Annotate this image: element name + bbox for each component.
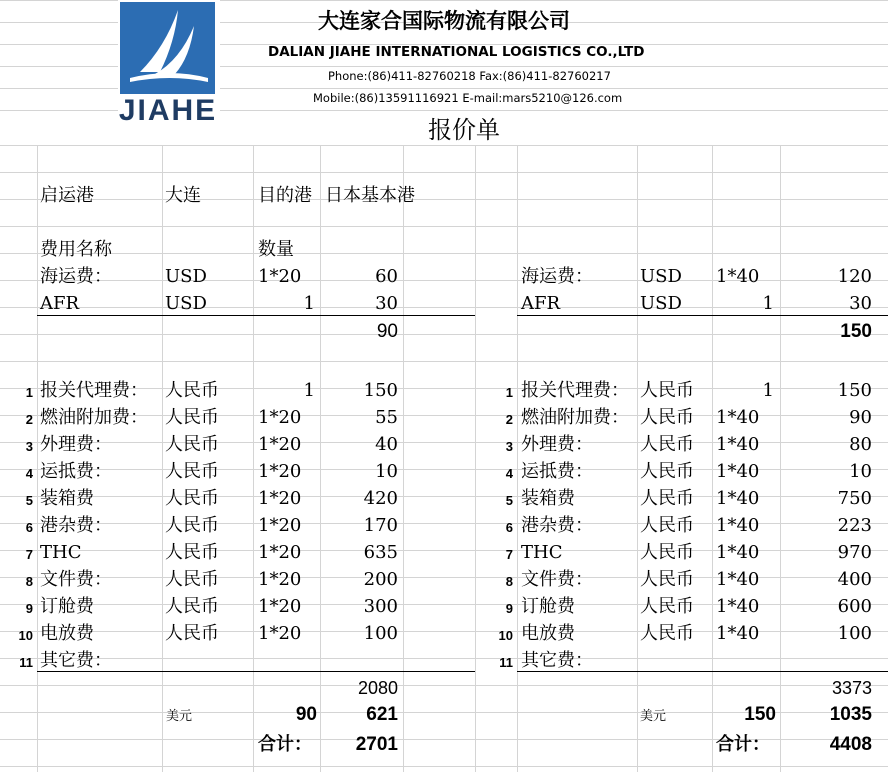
fee-name-header: 费用名称 bbox=[40, 239, 112, 260]
sail-icon bbox=[120, 2, 215, 94]
right-row-number: 3 bbox=[505, 439, 513, 454]
left-row-number: 5 bbox=[25, 493, 33, 508]
left-fee-qty: 1*20 bbox=[258, 515, 302, 536]
left-fee-amount: 300 bbox=[363, 596, 398, 617]
right-fee-name: 外理费： bbox=[521, 434, 593, 455]
right-ocean-total: 150 bbox=[840, 321, 872, 342]
right-fee-name: 订舱费 bbox=[521, 596, 575, 617]
left-fee-currency: 人民币 bbox=[165, 488, 219, 509]
origin-value: 大连 bbox=[165, 185, 201, 206]
left-fee-name: THC bbox=[40, 542, 82, 563]
right-local-total: 3373 bbox=[831, 678, 872, 698]
left-ocean-total: 90 bbox=[376, 321, 398, 342]
right-fee-currency: 人民币 bbox=[640, 434, 694, 455]
document-title: 报价单 bbox=[428, 116, 500, 144]
left-converted-amount: 621 bbox=[366, 704, 398, 725]
left-fee-currency: 人民币 bbox=[165, 407, 219, 428]
company-name-en: DALIAN JIAHE INTERNATIONAL LOGISTICS CO.,LTD bbox=[268, 44, 645, 60]
left-fee-amount: 55 bbox=[375, 407, 398, 428]
left-row-number: 11 bbox=[19, 655, 33, 670]
right-fee-name: 燃油附加费： bbox=[521, 407, 629, 428]
right-afr-amount: 30 bbox=[849, 293, 872, 314]
left-row-number: 9 bbox=[25, 601, 33, 616]
right-fee-amount: 150 bbox=[837, 380, 872, 401]
left-local-total: 2080 bbox=[357, 678, 398, 698]
right-fee-name: 港杂费： bbox=[521, 515, 593, 536]
right-fee-currency: 人民币 bbox=[640, 596, 694, 617]
left-fee-currency: 人民币 bbox=[165, 542, 219, 563]
right-fee-amount: 400 bbox=[837, 569, 872, 590]
left-fee-amount: 635 bbox=[363, 542, 398, 563]
right-fee-currency: 人民币 bbox=[640, 461, 694, 482]
left-afr-name: AFR bbox=[40, 293, 80, 314]
left-total-label: 合计： bbox=[258, 734, 312, 755]
company-logo bbox=[120, 2, 215, 94]
right-fee-qty: 1*40 bbox=[716, 623, 760, 644]
right-row-number: 4 bbox=[505, 466, 513, 481]
left-row-number: 1 bbox=[25, 385, 33, 400]
left-fee-name: 报关代理费： bbox=[40, 380, 148, 401]
right-row-number: 9 bbox=[505, 601, 513, 616]
right-ocean-currency: USD bbox=[640, 266, 682, 287]
left-fee-amount: 10 bbox=[375, 461, 398, 482]
left-grand-total: 2701 bbox=[355, 734, 398, 755]
left-fee-name: 其它费： bbox=[40, 650, 112, 671]
right-fee-amount: 80 bbox=[849, 434, 872, 455]
left-fee-name: 文件费： bbox=[40, 569, 112, 590]
right-total-label: 合计： bbox=[716, 734, 770, 755]
left-fee-qty: 1*20 bbox=[258, 461, 302, 482]
right-fee-amount: 90 bbox=[849, 407, 872, 428]
right-local-underline bbox=[517, 671, 888, 672]
right-fee-currency: 人民币 bbox=[640, 488, 694, 509]
right-fee-qty: 1*40 bbox=[716, 407, 760, 428]
right-ocean-qty: 1*40 bbox=[716, 266, 760, 287]
left-fee-qty: 1*20 bbox=[258, 407, 302, 428]
right-afr-currency: USD bbox=[640, 293, 682, 314]
right-ocean-underline bbox=[517, 315, 888, 316]
phone-fax: Phone:(86)411-82760218 Fax:(86)411-82760217 bbox=[328, 69, 611, 83]
right-fee-name: 装箱费 bbox=[521, 488, 575, 509]
right-row-number: 2 bbox=[505, 412, 513, 427]
right-fee-amount: 750 bbox=[837, 488, 872, 509]
right-fee-amount: 970 bbox=[837, 542, 872, 563]
left-fee-currency: 人民币 bbox=[165, 461, 219, 482]
right-fee-amount: 100 bbox=[837, 623, 872, 644]
right-row-number: 10 bbox=[498, 628, 513, 643]
left-fee-name: 装箱费 bbox=[40, 488, 94, 509]
left-fee-qty: 1*20 bbox=[258, 623, 302, 644]
left-fee-name: 订舱费 bbox=[40, 596, 94, 617]
logo-text: JIAHE bbox=[118, 94, 218, 127]
left-usd-label: 美元 bbox=[166, 709, 193, 724]
company-name-cn: 大连家合国际物流有限公司 bbox=[318, 9, 570, 33]
right-fee-currency: 人民币 bbox=[640, 515, 694, 536]
right-row-number: 11 bbox=[499, 655, 513, 670]
left-fee-qty: 1*20 bbox=[258, 488, 302, 509]
left-ocean-underline bbox=[37, 315, 475, 316]
left-ocean-currency: USD bbox=[165, 266, 207, 287]
left-fee-qty: 1*20 bbox=[258, 596, 302, 617]
right-fee-amount: 10 bbox=[849, 461, 872, 482]
left-fee-qty: 1*20 bbox=[258, 434, 302, 455]
right-row-number: 5 bbox=[505, 493, 513, 508]
right-fee-name: 电放费 bbox=[521, 623, 575, 644]
right-ocean-name: 海运费： bbox=[521, 266, 593, 287]
right-fee-currency: 人民币 bbox=[640, 542, 694, 563]
left-fee-name: 港杂费： bbox=[40, 515, 112, 536]
left-ocean-name: 海运费： bbox=[40, 266, 112, 287]
left-afr-amount: 30 bbox=[375, 293, 398, 314]
left-row-number: 6 bbox=[25, 520, 33, 535]
origin-label: 启运港 bbox=[40, 185, 94, 206]
left-fee-amount: 40 bbox=[375, 434, 398, 455]
right-usd-amount: 150 bbox=[744, 704, 776, 725]
right-fee-amount: 600 bbox=[837, 596, 872, 617]
right-fee-name: 文件费： bbox=[521, 569, 593, 590]
left-ocean-amount: 60 bbox=[375, 266, 398, 287]
right-fee-qty: 1 bbox=[762, 380, 774, 401]
left-row-number: 2 bbox=[25, 412, 33, 427]
right-converted-amount: 1035 bbox=[829, 704, 872, 725]
right-row-number: 6 bbox=[505, 520, 513, 535]
left-row-number: 4 bbox=[25, 466, 33, 481]
left-fee-currency: 人民币 bbox=[165, 434, 219, 455]
right-fee-name: 报关代理费： bbox=[521, 380, 629, 401]
right-row-number: 8 bbox=[505, 574, 513, 589]
left-local-underline bbox=[37, 671, 475, 672]
right-usd-label: 美元 bbox=[640, 709, 667, 724]
right-afr-name: AFR bbox=[521, 293, 561, 314]
right-fee-name: THC bbox=[521, 542, 563, 563]
left-fee-name: 运抵费： bbox=[40, 461, 112, 482]
left-row-number: 3 bbox=[25, 439, 33, 454]
mobile-email: Mobile:(86)13591116921 E-mail:mars5210@126.com bbox=[313, 91, 623, 105]
right-fee-amount: 223 bbox=[837, 515, 872, 536]
left-ocean-qty: 1*20 bbox=[258, 266, 302, 287]
right-grand-total: 4408 bbox=[829, 734, 872, 755]
right-fee-qty: 1*40 bbox=[716, 515, 760, 536]
right-ocean-amount: 120 bbox=[837, 266, 872, 287]
left-fee-name: 燃油附加费： bbox=[40, 407, 148, 428]
destination-label: 目的港 bbox=[258, 185, 312, 206]
left-fee-name: 外理费： bbox=[40, 434, 112, 455]
quantity-header: 数量 bbox=[258, 239, 294, 260]
left-fee-amount: 170 bbox=[363, 515, 398, 536]
left-fee-currency: 人民币 bbox=[165, 515, 219, 536]
right-fee-currency: 人民币 bbox=[640, 380, 694, 401]
left-fee-amount: 200 bbox=[363, 569, 398, 590]
left-fee-currency: 人民币 bbox=[165, 623, 219, 644]
right-row-number: 1 bbox=[505, 385, 513, 400]
right-fee-name: 运抵费： bbox=[521, 461, 593, 482]
left-afr-qty: 1 bbox=[303, 293, 315, 314]
right-fee-name: 其它费： bbox=[521, 650, 593, 671]
left-afr-currency: USD bbox=[165, 293, 207, 314]
right-row-number: 7 bbox=[505, 547, 513, 562]
left-fee-qty: 1*20 bbox=[258, 569, 302, 590]
right-afr-qty: 1 bbox=[762, 293, 774, 314]
destination-value: 日本基本港 bbox=[325, 185, 415, 206]
left-usd-amount: 90 bbox=[295, 704, 317, 725]
left-fee-currency: 人民币 bbox=[165, 380, 219, 401]
right-fee-qty: 1*40 bbox=[716, 569, 760, 590]
left-fee-amount: 150 bbox=[363, 380, 398, 401]
left-row-number: 7 bbox=[25, 547, 33, 562]
left-fee-name: 电放费 bbox=[40, 623, 94, 644]
right-fee-currency: 人民币 bbox=[640, 407, 694, 428]
left-fee-currency: 人民币 bbox=[165, 596, 219, 617]
right-fee-qty: 1*40 bbox=[716, 488, 760, 509]
left-fee-qty: 1*20 bbox=[258, 542, 302, 563]
right-fee-qty: 1*40 bbox=[716, 434, 760, 455]
left-fee-amount: 100 bbox=[363, 623, 398, 644]
left-row-number: 10 bbox=[18, 628, 33, 643]
right-fee-qty: 1*40 bbox=[716, 542, 760, 563]
right-fee-qty: 1*40 bbox=[716, 596, 760, 617]
right-fee-currency: 人民币 bbox=[640, 623, 694, 644]
right-fee-currency: 人民币 bbox=[640, 569, 694, 590]
right-fee-qty: 1*40 bbox=[716, 461, 760, 482]
left-row-number: 8 bbox=[25, 574, 33, 589]
left-fee-qty: 1 bbox=[303, 380, 315, 401]
left-fee-amount: 420 bbox=[363, 488, 398, 509]
left-fee-currency: 人民币 bbox=[165, 569, 219, 590]
